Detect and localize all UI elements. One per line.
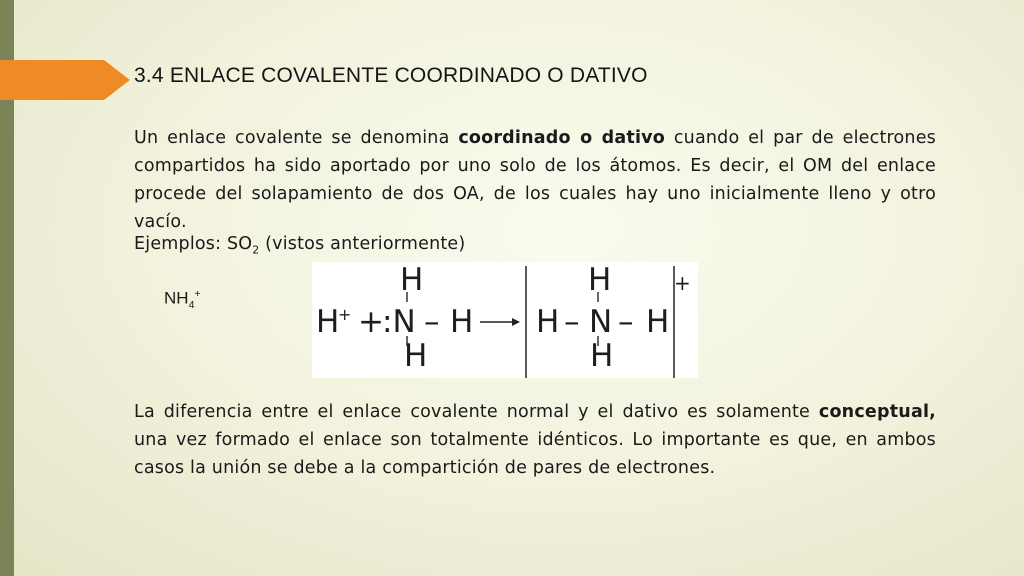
bold-term: coordinado o dativo <box>458 128 665 148</box>
bold-term: conceptual, <box>818 402 936 422</box>
eq-h-bottom-right: H <box>590 338 614 374</box>
eq-dash-right-1: – <box>564 304 580 340</box>
eq-h-top-left: H <box>400 262 424 298</box>
orange-arrow-icon <box>0 60 130 100</box>
eq-plus-sign: + <box>358 304 384 340</box>
eq-h-right-left: H <box>450 304 474 340</box>
eq-dash-left: – <box>424 304 440 340</box>
ammonium-equation <box>312 262 698 378</box>
eq-h-top-right: H <box>588 262 612 298</box>
eq-charge: + <box>674 271 691 295</box>
eq-dash-right-2: – <box>618 304 634 340</box>
definition-paragraph: Un enlace covalente se denomina coordinado o dativo cuando el par de electrones compartidos ha sido aportado por uno solo de los átomos. Es decir, el OM del enlace procede del solapamiento de dos OA, de los cuales hay uno inicialmente lleno y otro vacío. <box>134 128 936 232</box>
eq-h-plus: H <box>316 304 340 340</box>
eq-h-bottom-left: H <box>404 338 428 374</box>
slide-title: 3.4 ENLACE COVALENTE COORDINADO O DATIVO <box>134 64 648 87</box>
conclusion-paragraph: La diferencia entre el enlace covalente normal y el dativo es solamente conceptual, una vez formado el enlace son totalmente idénticos. Lo importante es que, en ambos casos la unión se debe a la compartición de pares de electrones. <box>134 402 936 478</box>
eq-n-right: N <box>589 304 613 340</box>
eq-h-right-right: H <box>646 304 670 340</box>
eq-plus-small: + <box>338 305 352 324</box>
nh4-label: $NH_4^+$ <box>164 288 201 312</box>
eq-h-left-right: H <box>536 304 560 340</box>
examples-line: Ejemplos: $SO_2$ (vistos anteriormente) <box>134 234 466 257</box>
eq-n-left: :N <box>382 304 416 340</box>
eq-arrow-head <box>512 318 520 326</box>
